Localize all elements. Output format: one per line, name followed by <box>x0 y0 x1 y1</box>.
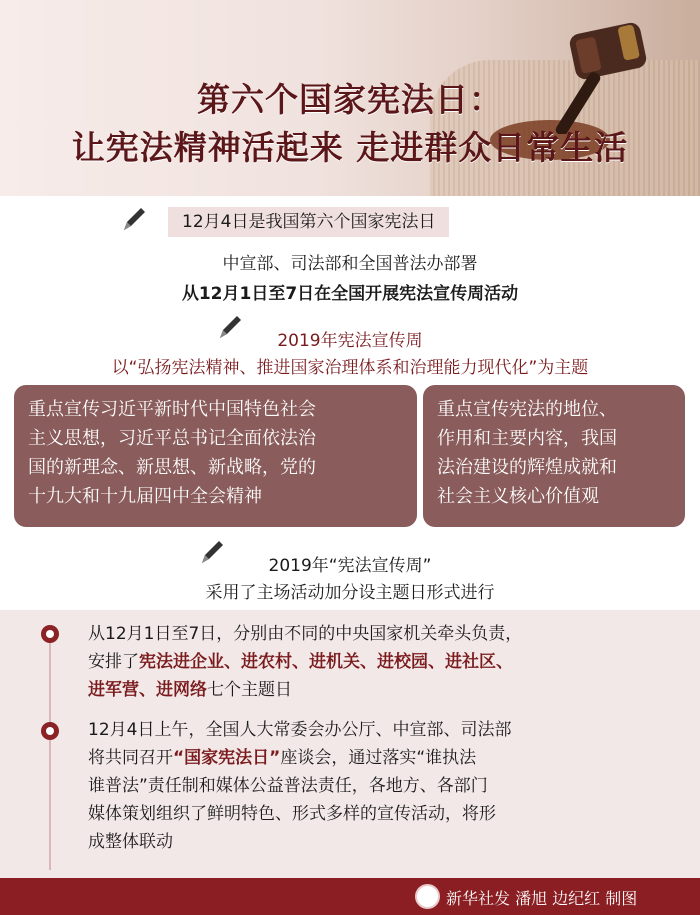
week-title: 2019年宪法宣传周 <box>277 331 423 351</box>
timeline-text: 12月4日上午，全国人大常委会办公厅、中宣部、司法部 <box>88 720 512 740</box>
focus-box-right <box>423 385 685 527</box>
box-line: 法治建设的辉煌成就和 <box>437 457 617 478</box>
header-banner <box>0 0 700 196</box>
deploy-line: 中宣部、司法部和全国普法办部署 <box>222 254 478 274</box>
pen-icon <box>118 204 148 234</box>
box-line: 重点宣传宪法的地位、 <box>437 399 617 420</box>
timeline-item-1 <box>88 620 688 704</box>
date-banner: 12月4日是我国第六个国家宪法日 <box>168 207 449 237</box>
timeline-text: 成整体联动 <box>88 832 173 852</box>
box-line: 作用和主要内容，我国 <box>437 428 617 449</box>
timeline-dot-icon <box>41 722 59 740</box>
box-line: 主义思想，习近平总书记全面依法治 <box>28 428 316 449</box>
xinhua-logo-icon <box>415 884 440 909</box>
timeline-text: 将共同召开 <box>88 748 173 768</box>
format-title: 2019年“宪法宣传周” <box>268 556 432 576</box>
timeline-text <box>88 744 688 772</box>
timeline-text: 从12月1日至7日，分别由不同的中央国家机关牵头负责， <box>88 624 523 644</box>
box-line: 社会主义核心价值观 <box>437 486 599 507</box>
timeline-item-2 <box>88 716 688 856</box>
box-line: 国的新理念、新思想、新战略，党的 <box>28 457 316 478</box>
highlight-text: “国家宪法日” <box>173 748 281 768</box>
highlight-text: 宪法进企业、进农村、进机关、进校园、进社区、 <box>139 652 513 672</box>
credit-text: 新华社发 潘旭 边纪红 制图 <box>446 889 638 908</box>
footer-bar <box>0 878 700 915</box>
highlight-text: 进军营、进网络 <box>88 680 207 700</box>
timeline-text: 七个主题日 <box>207 680 292 700</box>
focus-box-left <box>14 385 417 527</box>
timeline-text: 媒体策划组织了鲜明特色、形式多样的宣传活动，将形 <box>88 804 496 824</box>
timeline-text <box>88 676 688 704</box>
timeline-text: 安排了 <box>88 652 139 672</box>
week-activity-line: 从12月1日至7日在全国开展宪法宣传周活动 <box>181 284 519 304</box>
format-line: 采用了主场活动加分设主题日形式进行 <box>205 583 495 603</box>
page-title-line1: 第六个国家宪法日： <box>197 80 503 119</box>
timeline-text: 谁普法”责任制和媒体公益普法责任，各地方、各部门 <box>88 776 488 796</box>
box-line: 重点宣传习近平新时代中国特色社会 <box>28 399 316 420</box>
timeline-line <box>49 632 51 870</box>
timeline-text <box>88 648 688 676</box>
theme-line: 以“弘扬宪法精神、推进国家治理体系和治理能力现代化”为主题 <box>111 358 589 378</box>
page-title-line2: 让宪法精神活起来 走进群众日常生活 <box>71 128 629 167</box>
timeline-dot-icon <box>41 625 59 643</box>
box-line: 十九大和十九届四中全会精神 <box>28 486 262 507</box>
timeline-text: 座谈会，通过落实“谁执法 <box>280 748 477 768</box>
